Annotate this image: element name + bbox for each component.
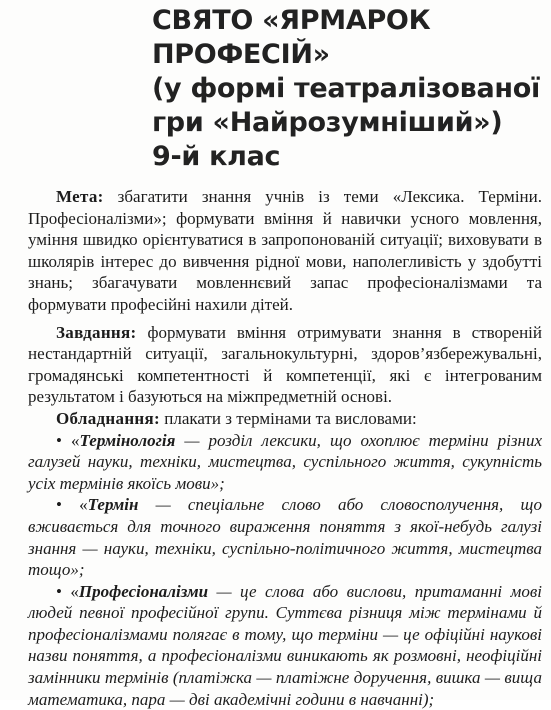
bullet-prefix: • « — [56, 581, 79, 601]
list-item — [28, 581, 542, 710]
term-name: Термінологія — [79, 430, 176, 450]
bullet-prefix: • « — [56, 430, 80, 450]
document-body — [28, 186, 542, 710]
equipment-label: Обладнання: — [56, 408, 160, 428]
bullet-prefix: • « — [56, 495, 88, 515]
title-line-2: ПРОФЕСІЙ» — [152, 39, 330, 70]
goal-paragraph — [28, 186, 542, 316]
equipment-text: плакати з термінами та висловами: — [159, 408, 417, 428]
tasks-paragraph — [28, 322, 542, 408]
title-line-3: (у формі театралізованої — [152, 73, 540, 104]
term-definition: — це слова або вислови, притаманні мові людей певної професійної групи. Суттєва різниця між термінами й професіоналізмами полягає в тому, що терміни — це офіційні наукові назви поняття, а професіоналізми виникають як розмовні, неофіційні замінники термінів (платіжка — платіжне доручення, вишка — вища математика, пара — дві академічні години в навчанні); — [28, 581, 543, 709]
tasks-text: формувати вміння отримувати знання в створеній нестандартній ситуації, загальнокультурні, здоров’язбережувальні, громадянські компетентності й компетенції, які є інтегрованим результатом і базуються на міжпредметній основі. — [28, 322, 542, 407]
document-title — [152, 4, 547, 174]
term-name: Професіоналізми — [78, 581, 209, 601]
term-definition: — спеціальне слово або словосполучення, що вживається для точного вираження поняття з якої-небудь галузі знання — науки, техніки, суспільно-політичного життя, мистецтва тощо»; — [28, 495, 542, 580]
equipment-paragraph — [28, 408, 542, 430]
title-line-1: СВЯТО «ЯРМАРОК — [152, 5, 431, 36]
term-definition: — розділ лексики, що охоплює терміни різних галузей науки, техніки, мистецтва, суспільного життя, сукупність усіх термінів якоїсь мови»; — [28, 430, 543, 493]
tasks-label: Завдання: — [56, 322, 137, 342]
goal-label: Мета: — [56, 187, 104, 206]
goal-text: збагатити знання учнів із теми «Лексика. Терміни. Професіоналізми»; формувати вміння й навички усного мовлення, уміння швидко орієнтуватися в запропонованій ситуації; виховувати в школярів інтерес до вивчення рідної мови, наполегливість у здобутті знань; збагачувати мовленнєвий запас професіоналізмами та формувати професійні нахили дітей. — [28, 187, 542, 314]
list-item — [28, 494, 542, 580]
list-item — [28, 430, 542, 495]
title-line-5: 9-й клас — [152, 141, 281, 172]
term-name: Термін — [87, 495, 139, 515]
title-line-4: гри «Найрозумніший») — [152, 107, 503, 138]
